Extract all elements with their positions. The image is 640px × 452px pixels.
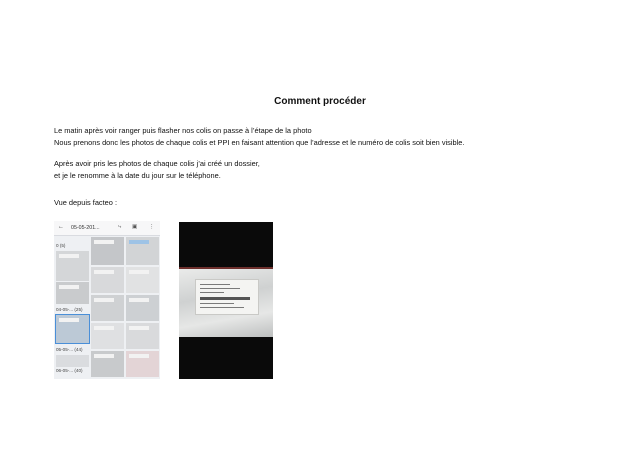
gallery-thumbnail [56,355,89,367]
group-label: 04-05-... (25) [56,307,83,312]
gallery-thumbnail [91,237,124,265]
gallery-thumbnail [126,351,159,377]
share-icon: ⤷ [118,224,122,230]
group-label: 05-05-... (44) [56,347,83,352]
paragraph-line: et je le renomme à la date du jour sur le téléphone. [54,170,221,180]
parcel-photo [179,222,273,379]
paragraph-line: Après avoir pris les photos de chaque colis j’ai créé un dossier, [54,159,260,168]
group-label: 06-05-... (40) [56,368,83,373]
parcel-package [179,267,273,337]
gallery-thumbnail [56,315,89,343]
gallery-thumbnail [56,251,89,281]
paragraph-line: Nous prenons donc les photos de chaque colis et PPI en faisant attention que l’adresse et le numéro de colis soit bien visible. [54,137,465,147]
shipping-label [195,279,259,315]
paragraph-folder-step [54,158,260,181]
gallery-thumbnail [91,323,124,349]
gallery-thumbnail [91,295,124,321]
document-title: Comment procéder [274,96,366,107]
paragraph-photo-step [54,125,464,148]
gallery-thumbnail [56,282,89,304]
paragraph-line: Le matin après voir ranger puis flasher nos colis on passe à l’étape de la photo [54,126,312,135]
more-vert-icon: ⋮ [149,224,155,230]
gallery-thumbnail [91,267,124,293]
gallery-thumbnail [126,295,159,321]
camera-icon: ▣ [132,224,138,230]
gallery-thumbnail [126,237,159,265]
gallery-thumbnail [126,267,159,293]
gallery-thumbnail [91,351,124,377]
gallery-folder-title: 05-05-201... [71,225,100,231]
phone-gallery-screenshot [54,221,160,379]
paragraph-facteo-view: Vue depuis facteo : [54,198,118,207]
gallery-thumbnail [126,323,159,349]
gallery-toolbar [54,221,160,236]
group-label: 0 (5) [56,243,66,248]
arrow-left-icon: ← [58,224,64,230]
